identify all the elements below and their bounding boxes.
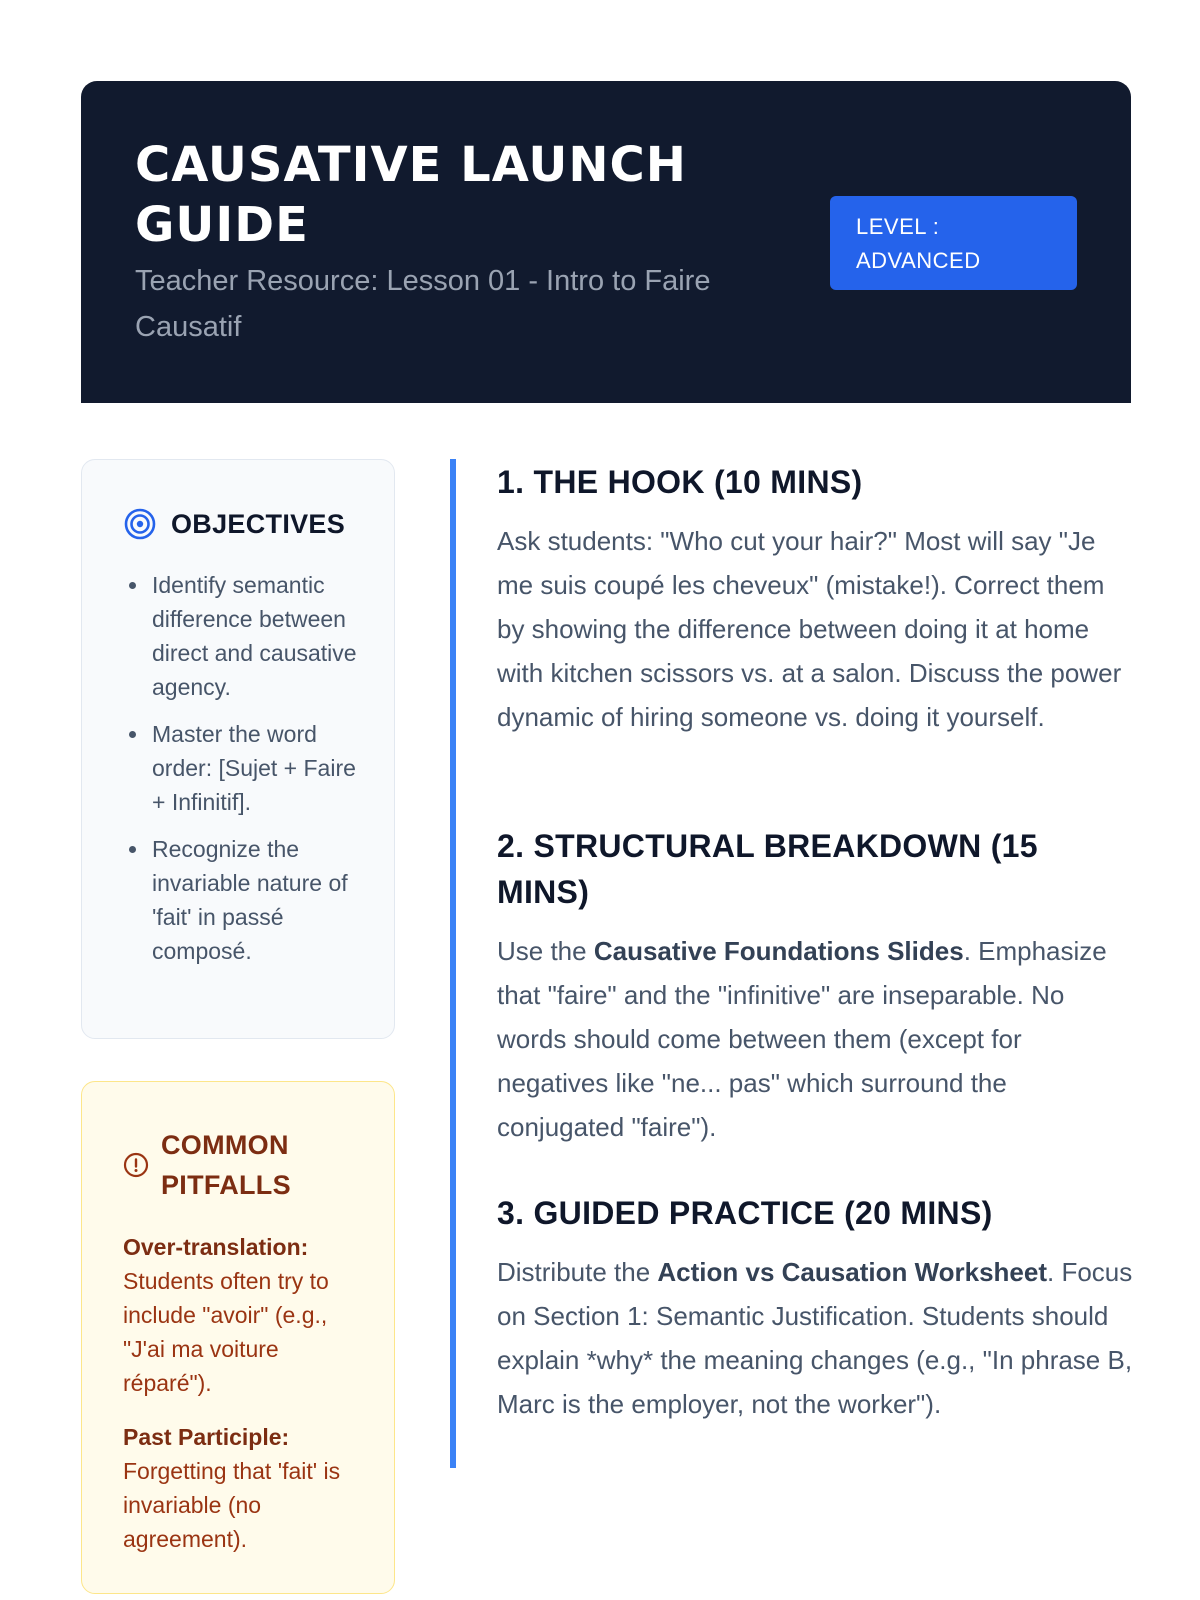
- pitfall-label: Past Participle:: [123, 1424, 290, 1450]
- level-badge: LEVEL : ADVANCED: [830, 196, 1077, 290]
- target-icon: [124, 508, 156, 540]
- alert-circle-icon: [123, 1152, 149, 1178]
- lesson-sections: [450, 459, 1135, 1468]
- section-structural-breakdown: [497, 823, 1137, 1149]
- pitfalls-card: [81, 1081, 395, 1594]
- section-body: Ask students: "Who cut your hair?" Most will say "Je me suis coupé les cheveux" (mistake!). Correct them by showing the difference between doing it at home with kitchen scissors vs. at a salon. Discuss the power dynamic of hiring someone vs. doing it yourself.: [497, 526, 1122, 732]
- page-title: CAUSATIVE LAUNCH GUIDE: [135, 137, 687, 253]
- pitfalls-title: COMMON PITFALLS: [161, 1130, 291, 1200]
- section-heading: 1. THE HOOK (10 MINS): [497, 464, 863, 500]
- objectives-list: [82, 568, 394, 981]
- section-guided-practice: [497, 1190, 1137, 1426]
- pitfalls-list: [123, 1230, 373, 1576]
- objectives-title: OBJECTIVES: [171, 509, 346, 539]
- section-hook: [497, 459, 1137, 739]
- header-banner: [81, 81, 1131, 403]
- objectives-card: [81, 459, 395, 1039]
- objective-item: • Identify semantic difference between direct and causative agency.: [150, 568, 364, 704]
- section-heading: 3. GUIDED PRACTICE (20 MINS): [497, 1195, 993, 1231]
- pitfall-text: Forgetting that 'fait' is invariable (no agreement).: [123, 1458, 341, 1552]
- objective-item: • Recognize the invariable nature of 'fait' in passé composé.: [150, 832, 364, 968]
- pitfall-text: Students often try to include "avoir" (e.g., "J'ai ma voiture réparé").: [123, 1268, 329, 1396]
- section-body: Distribute the Action vs Causation Worksheet. Focus on Section 1: Semantic Justification. Students should explain *why* the meaning changes (e.g., "In phrase B, Marc is the employer, not the worker").: [497, 1257, 1133, 1419]
- worksheet-reference: Action vs Causation Worksheet: [657, 1257, 1048, 1287]
- pitfall-item: [123, 1420, 373, 1556]
- section-body: Use the Causative Foundations Slides. Emphasize that "faire" and the "infinitive" are inseparable. No words should come between them (except for negatives like "ne... pas" which surround the conjugated "faire").: [497, 936, 1107, 1142]
- objectives-header: [124, 506, 345, 542]
- section-heading: 2. STRUCTURAL BREAKDOWN (15 MINS): [497, 828, 1038, 910]
- page-subtitle: Teacher Resource: Lesson 01 - Intro to Faire Causatif: [135, 265, 711, 343]
- pitfall-label: Over-translation:: [123, 1234, 309, 1260]
- pitfall-item: [123, 1230, 373, 1400]
- pitfalls-header: [123, 1125, 361, 1205]
- objective-item: • Master the word order: [Sujet + Faire + Infinitif].: [150, 717, 364, 819]
- slides-reference: Causative Foundations Slides: [593, 936, 964, 966]
